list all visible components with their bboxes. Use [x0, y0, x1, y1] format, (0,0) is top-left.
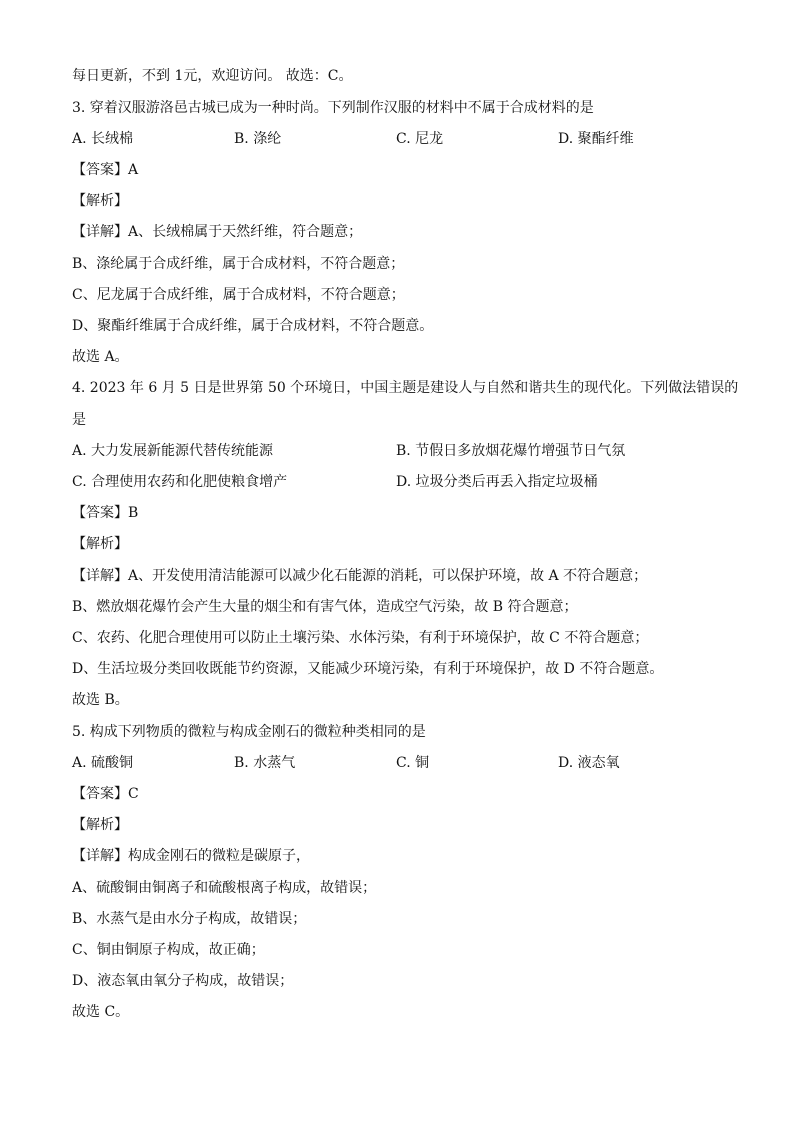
q4-analysis-heading: 【解析】: [72, 536, 128, 552]
q5-option-a: A. 硫酸铜: [72, 755, 134, 771]
q5-detail-line: A、硫酸铜由铜离子和硫酸根离子构成，故错误；: [72, 880, 377, 896]
q4-conclusion: 故选 B。: [72, 692, 129, 708]
q5-detail-line: D、液态氧由氧分子构成，故错误；: [72, 973, 294, 989]
q4-option-c: C. 合理使用农药和化肥使粮食增产: [72, 474, 288, 490]
q3-option-a: A. 长绒棉: [72, 131, 134, 147]
q4-option-a: A. 大力发展新能源代替传统能源: [72, 443, 274, 459]
q3-conclusion: 故选 A。: [72, 349, 129, 365]
q4-detail-line: C、农药、化肥合理使用可以防止土壤污染、水体污染，有利于环境保护，故 C 不符合题意；: [72, 630, 649, 646]
q3-detail-line: D、聚酯纤维属于合成纤维，属于合成材料，不符合题意。: [72, 318, 434, 334]
q4-answer: 【答案】B: [72, 505, 139, 521]
q5-analysis-heading: 【解析】: [72, 817, 128, 833]
q5-detail-line: B、水蒸气是由水分子构成，故错误；: [72, 911, 307, 927]
q3-answer: 【答案】A: [72, 162, 139, 178]
q4-detail-line: D、生活垃圾分类回收既能节约资源，又能减少环境污染，有利于环境保护，故 D 不符合题意。: [72, 661, 664, 677]
q5-conclusion: 故选 C。: [72, 1004, 130, 1020]
q4-stem-line2: 是: [72, 412, 86, 428]
q3-option-d: D. 聚酯纤维: [558, 131, 634, 147]
intro-line: 每日更新，不到 1元，欢迎访问。 故选：C。: [72, 68, 353, 84]
q5-option-b: B. 水蒸气: [234, 755, 296, 771]
q3-stem: 3. 穿着汉服游洛邑古城已成为一种时尚。下列制作汉服的材料中不属于合成材料的是: [72, 100, 594, 116]
q3-detail-line: C、尼龙属于合成纤维，属于合成材料，不符合题意；: [72, 287, 405, 303]
q4-option-d: D. 垃圾分类后再丢入指定垃圾桶: [396, 474, 598, 490]
q5-option-c: C. 铜: [396, 755, 430, 771]
q3-detail-line: 【详解】A、长绒棉属于天然纤维，符合题意；: [72, 224, 363, 240]
q5-stem: 5. 构成下列物质的微粒与构成金刚石的微粒种类相同的是: [72, 724, 426, 740]
q4-detail-line: 【详解】A、开发使用清洁能源可以减少化石能源的消耗，可以保护环境，故 A 不符合题意；: [72, 568, 648, 584]
q5-answer: 【答案】C: [72, 786, 139, 802]
q3-detail-line: B、涤纶属于合成纤维，属于合成材料，不符合题意；: [72, 256, 405, 272]
q5-detail-line: C、铜由铜原子构成，故正确；: [72, 942, 265, 958]
q4-stem-line1: 4. 2023 年 6 月 5 日是世界第 50 个环境日，中国主题是建设人与自然和谐共生的现代化。下列做法错误的: [72, 380, 739, 396]
q3-option-b: B. 涤纶: [234, 131, 282, 147]
q3-analysis-heading: 【解析】: [72, 193, 128, 209]
q5-detail-line: 【详解】构成金刚石的微粒是碳原子，: [72, 848, 310, 864]
q4-detail-line: B、燃放烟花爆竹会产生大量的烟尘和有害气体，造成空气污染，故 B 符合题意；: [72, 599, 578, 615]
q5-option-d: D. 液态氧: [558, 755, 620, 771]
q3-option-c: C. 尼龙: [396, 131, 444, 147]
q4-option-b: B. 节假日多放烟花爆竹增强节日气氛: [396, 443, 626, 459]
